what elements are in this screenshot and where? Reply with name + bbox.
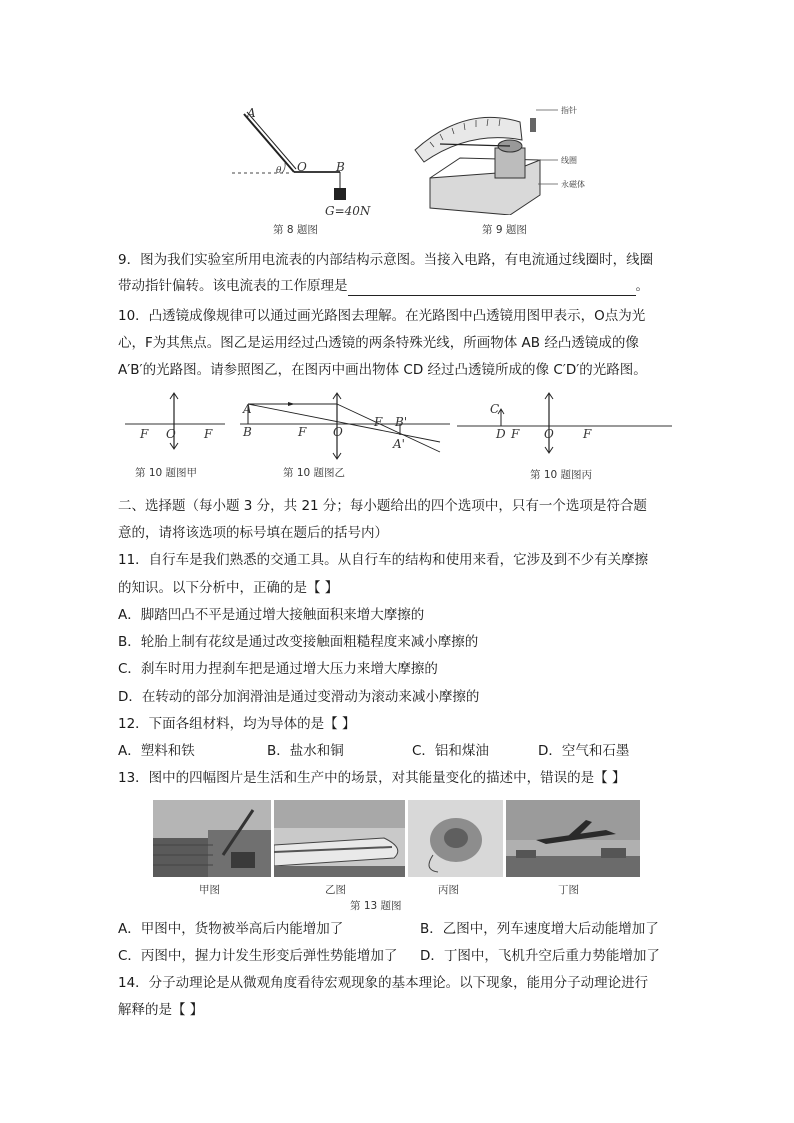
fig10a-F2: F [204,427,213,441]
q9-line2: 带动指针偏转。该电流表的工作原理是 。 [118,278,649,294]
q12-option-d[interactable]: D．空气和石墨 [538,743,630,759]
section2-line2: 意的，请将该选项的标号填在题后的括号内） [118,525,388,541]
figure-10a-lens [125,390,225,450]
fig10c-F2: F [583,427,592,441]
fig10b-F1: F [298,425,307,439]
fig10c-O: O [544,427,554,441]
photo-bing-grip [408,800,503,877]
photo-jia-crane [153,800,271,877]
q11-option-d[interactable]: D．在转动的部分加润滑油是通过变滑动为滚动来减小摩擦的 [118,689,480,705]
fig10b-A-prime: A' [393,437,405,451]
q13-option-b[interactable]: B．乙图中，列车速度增大后动能增加了 [420,921,659,937]
q10-line2: 心，F为其焦点。图乙是运用经过凸透镜的两条特殊光线，所画物体 AB 经凸透镜成的像 [118,335,639,351]
fig9-label-magnet: 永磁体 [561,180,585,189]
fig13-caption-ding: 丁图 [558,884,579,896]
fig10c-F1: F [511,427,520,441]
fig10b-O: O [333,425,343,439]
fig13-caption: 第 13 题图 [350,900,402,912]
fig8-label-G: G=40N [325,204,371,218]
q12-option-b[interactable]: B．盐水和铜 [267,743,344,759]
fig10b-caption: 第 10 题图乙 [283,467,346,479]
section2-line1: 二、选择题（每小题 3 分，共 21 分；每小题给出的四个选项中，只有一个选项是符合题 [118,498,647,514]
fig10a-O: O [166,427,176,441]
fig8-label-B: B [336,160,345,174]
q13-stem: 13．图中的四幅图片是生活和生产中的场景，对其能量变化的描述中，错误的是【 】 [118,770,626,786]
q11-line1: 11．自行车是我们熟悉的交通工具。从自行车的结构和使用来看，它涉及到不少有关摩擦 [118,552,649,568]
fig10b-F2: F [374,415,383,429]
fig10b-B-prime: B' [395,415,408,429]
q10-line3: A′B′的光路图。请参照图乙，在图丙中画出物体 CD 经过凸透镜所成的像 C′D′的光路图。 [118,362,647,378]
q13-option-c[interactable]: C．丙图中，握力计发生形变后弹性势能增加了 [118,948,398,964]
fig9-label-pointer: 指针 [561,106,577,115]
fig10c-C: C [490,402,500,416]
q11-option-c[interactable]: C．刹车时用力捏刹车把是通过增大压力来增大摩擦的 [118,661,438,677]
fig13-caption-bing: 丙图 [438,884,459,896]
q12-stem: 12．下面各组材料，均为导体的是【 】 [118,716,356,732]
q12-option-a[interactable]: A．塑料和铁 [118,743,195,759]
photo-yi-train [274,800,405,877]
fig10c-caption: 第 10 题图丙 [530,469,593,481]
fig8-label-A: A [247,106,256,120]
fig9-caption: 第 9 题图 [482,224,527,236]
fig13-caption-jia: 甲图 [199,884,220,896]
fig13-caption-yi: 乙图 [325,884,346,896]
q12-option-c[interactable]: C．铝和煤油 [412,743,489,759]
q9-answer-blank[interactable] [348,281,636,296]
q9-line1: 9．图为我们实验室所用电流表的内部结构示意图。当接入电路，有电流通过线圈时，线圈 [118,252,654,268]
q11-option-b[interactable]: B．轮胎上制有花纹是通过改变接触面粗糙程度来减小摩擦的 [118,634,479,650]
figure-10b-ray-diagram [240,392,450,462]
q14-line1: 14．分子动理论是从微观角度看待宏观现象的基本理论。以下现象，能用分子动理论进行 [118,975,649,991]
q13-option-d[interactable]: D．丁图中，飞机升空后重力势能增加了 [420,948,660,964]
fig10c-D: D [496,427,506,441]
q14-line2: 解释的是【 】 [118,1002,204,1018]
fig10a-F1: F [140,427,149,441]
fig10b-B: B [243,425,252,439]
q11-option-a[interactable]: A．脚踏凹凸不平是通过增大接触面积来增大摩擦的 [118,607,425,623]
fig9-label-coil: 线圈 [561,156,577,165]
fig8-caption: 第 8 题图 [273,224,318,236]
fig10b-A: A [243,402,252,416]
figure-9-ammeter [410,100,560,215]
photo-ding-plane [506,800,640,877]
fig8-label-O: O [297,160,307,174]
fig8-label-theta: θ [276,166,282,176]
q10-line1: 10．凸透镜成像规律可以通过画光路图去理解。在光路图中凸透镜用图甲表示，O点为光 [118,308,646,324]
q11-line2: 的知识。以下分析中，正确的是【 】 [118,580,339,596]
fig10a-caption: 第 10 题图甲 [135,467,198,479]
q13-option-a[interactable]: A．甲图中，货物被举高后内能增加了 [118,921,344,937]
